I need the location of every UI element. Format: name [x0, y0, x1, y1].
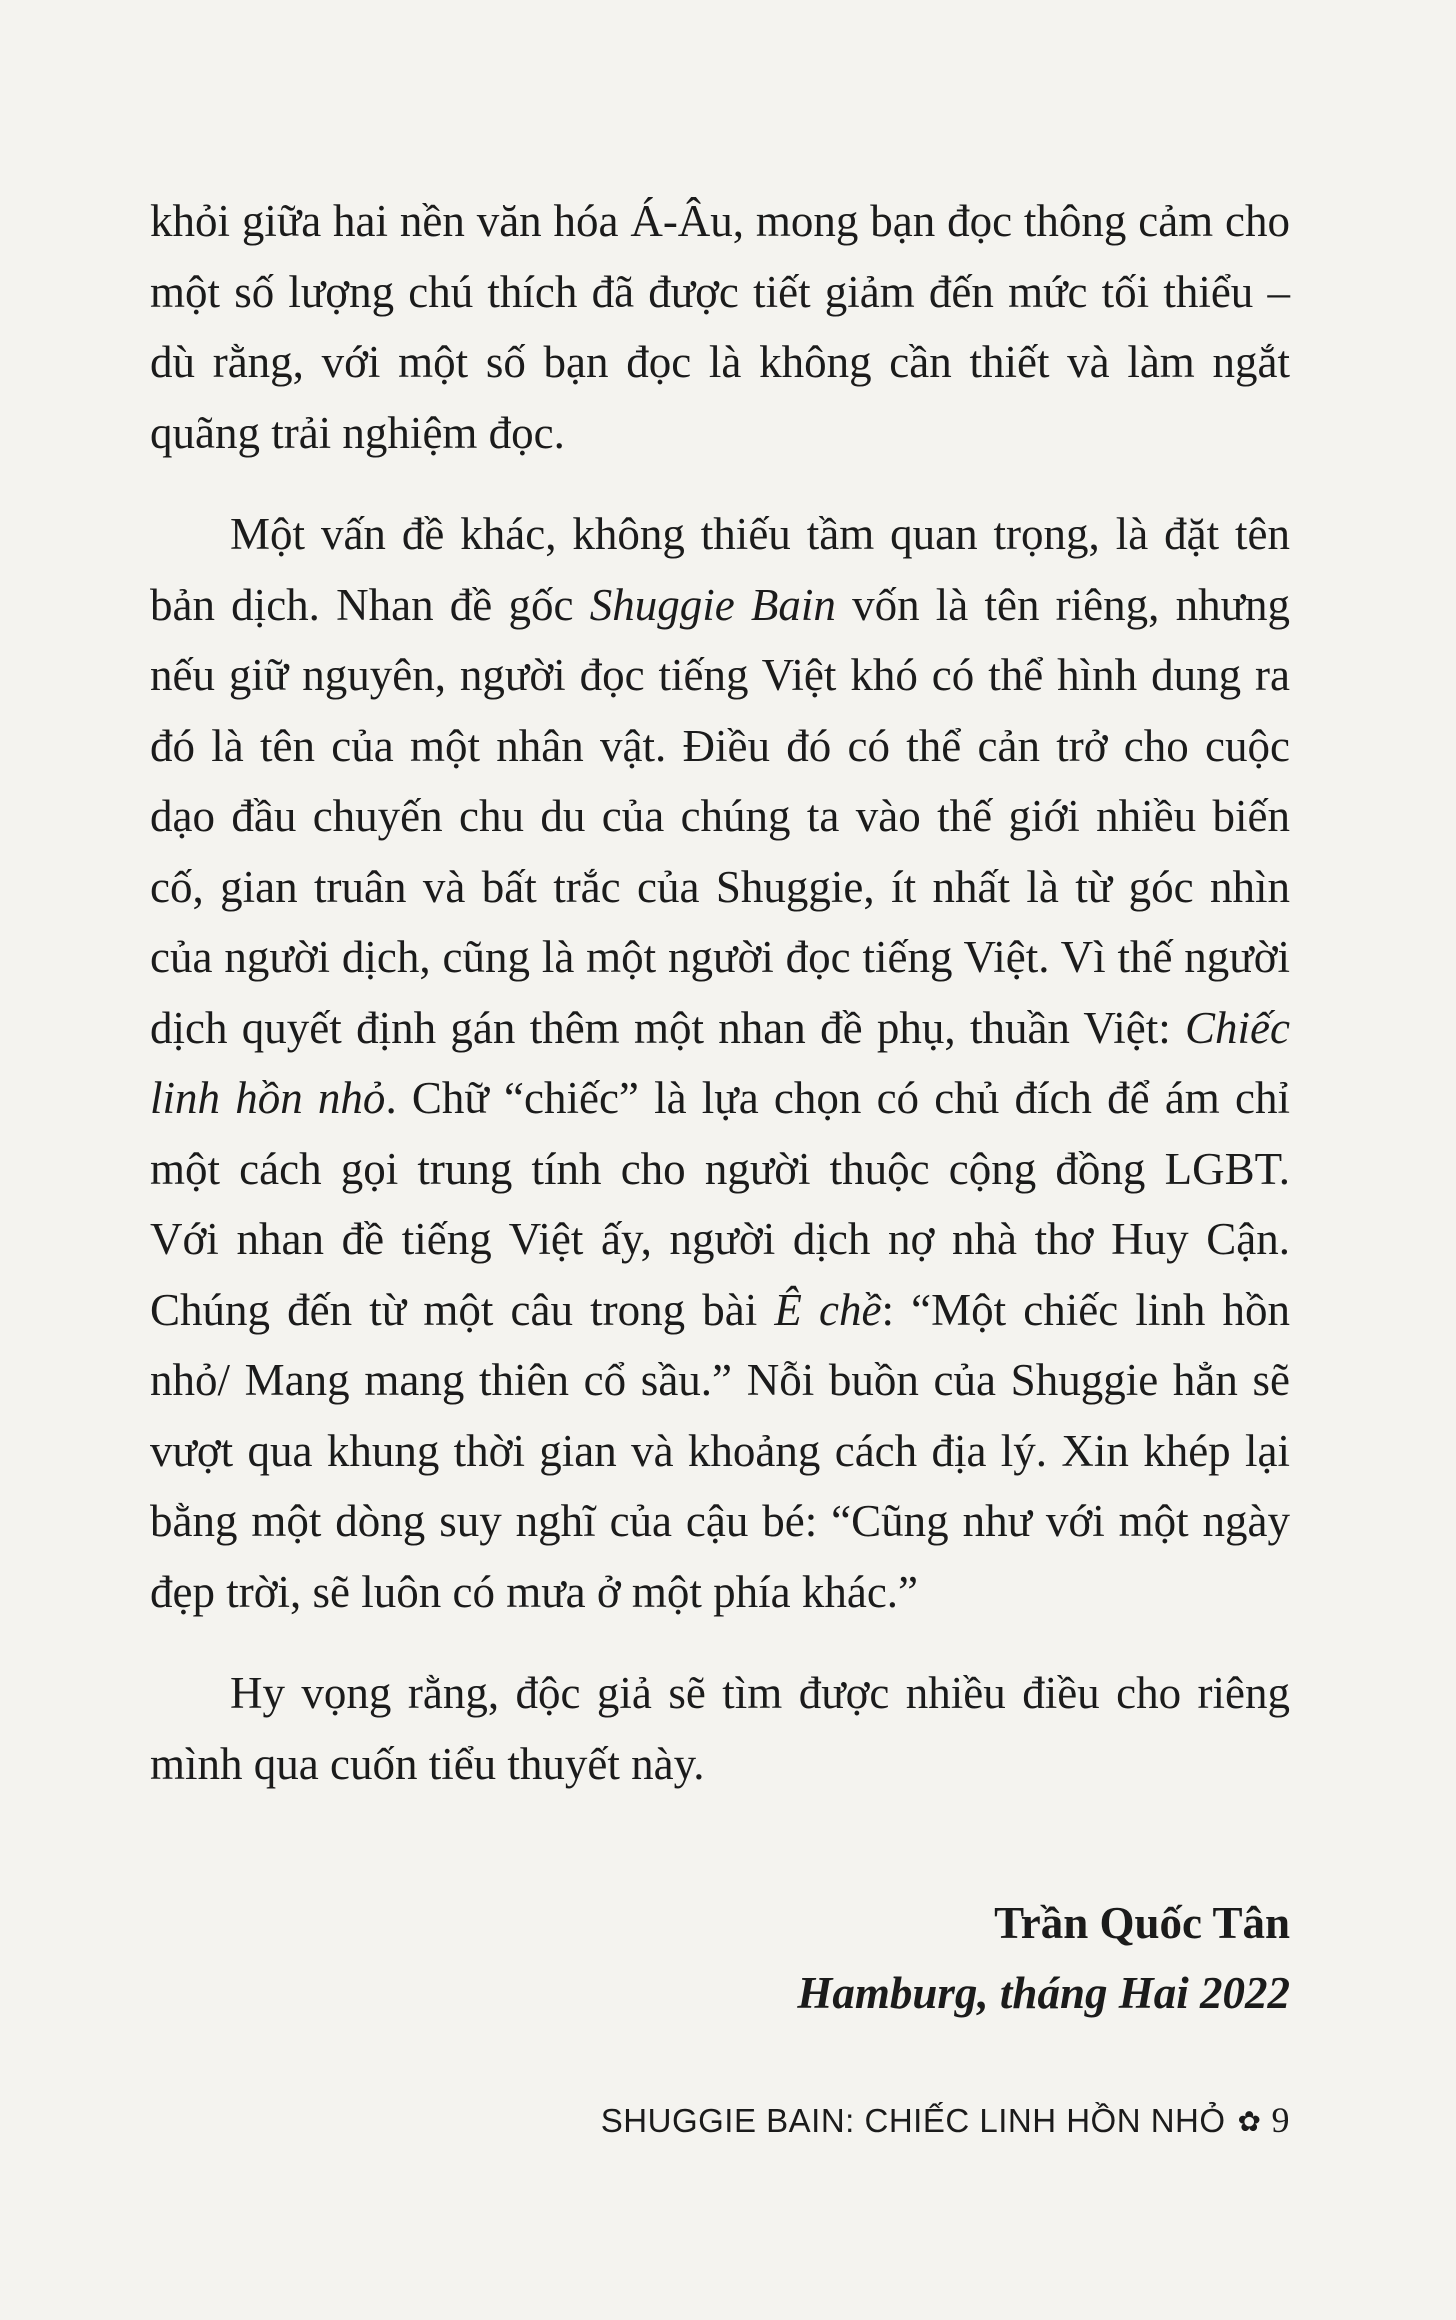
paragraph-2	[150, 499, 1290, 1627]
flower-icon: ✿	[1237, 2106, 1262, 2137]
text-segment: : “Một chiếc linh hồn nhỏ/ Mang mang thiên cổ sầu.” Nỗi buồn của Shuggie hẳn sẽ vượt qua khung thời gian và khoảng cách địa lý. Xin khép lại bằng một dòng suy nghĩ của cậu bé: “Cũng như với một ngày đẹp trời, sẽ luôn có mưa ở một phía khác.”	[150, 1284, 1291, 1617]
footer-book-title: SHUGGIE BAIN: CHIẾC LINH HỒN NHỎ	[600, 2102, 1226, 2139]
text-segment: Hy vọng rằng, độc giả sẽ tìm được nhiều điều cho riêng mình qua cuốn tiểu thuyết này.	[150, 1668, 1290, 1789]
italic-title-text: Chiếc linh hồn nhỏ	[150, 1002, 1290, 1123]
place-date: Hamburg, tháng Hai 2022	[797, 1968, 1290, 2018]
text-segment: vốn là tên riêng, nhưng nếu giữ nguyên, người đọc tiếng Việt khó có thể hình dung ra đó là tên của một nhân vật. Điều đó có thể cản trở cho cuộc dạo đầu chuyến chu du của chúng ta vào thế giới nhiều biến cố, gian truân và bất trắc của Shuggie, ít nhất là từ góc nhìn của người dịch, cũng là một người đọc tiếng Việt. Vì thế người dịch quyết định gán thêm một nhan đề phụ, thuần Việt:	[150, 579, 1290, 1053]
text-segment: . Chữ “chiếc” là lựa chọn có chủ đích để ám chỉ một cách gọi trung tính cho người thuộc cộng đồng LGBT. Với nhan đề tiếng Việt ấy, người dịch nợ nhà thơ Huy Cận. Chúng đến từ một câu trong bài	[150, 1073, 1290, 1335]
author-name: Trần Quốc Tân	[994, 1898, 1290, 1948]
page-number: 9	[1271, 2100, 1290, 2140]
body-text	[150, 186, 1290, 1830]
paragraph-3	[150, 1658, 1290, 1799]
italic-title-text: Ê chề	[774, 1284, 882, 1335]
signature	[797, 1888, 1290, 2028]
text-segment: Một vấn đề khác, không thiếu tầm quan trọng, là đặt tên bản dịch. Nhan đề gốc	[150, 509, 1290, 630]
paragraph-1	[150, 186, 1290, 468]
running-footer	[0, 2098, 1290, 2144]
text-segment: khỏi giữa hai nền văn hóa Á-Âu, mong bạn đọc thông cảm cho một số lượng chú thích đã được tiết giảm đến mức tối thiểu – dù rằng, với một số bạn đọc là không cần thiết và làm ngắt quãng trải nghiệm đọc.	[150, 196, 1290, 458]
italic-title-text: Shuggie Bain	[589, 579, 836, 630]
